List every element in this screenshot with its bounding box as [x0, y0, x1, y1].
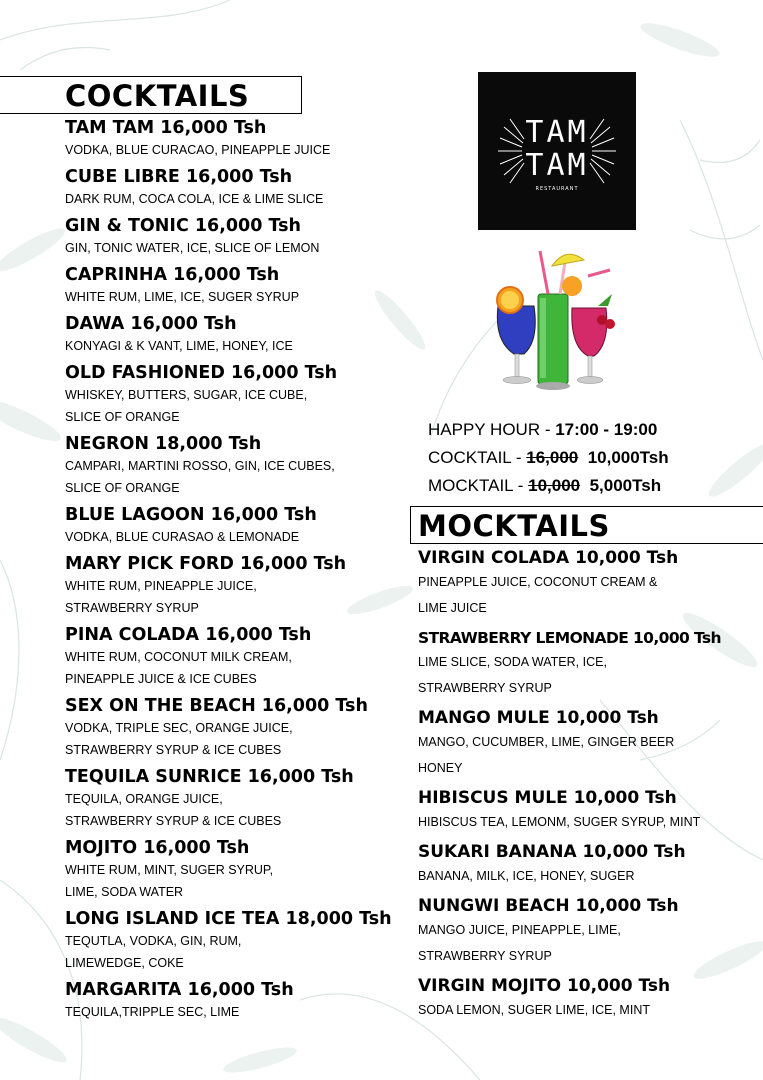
- mocktail-old-price: 10,000: [528, 476, 581, 495]
- menu-item-ingredients: LIME, SODA WATER: [65, 885, 184, 899]
- cocktail-glasses-icon: [484, 246, 624, 396]
- menu-item-ingredients: LIME JUICE: [418, 601, 487, 615]
- menu-item-ingredients: WHITE RUM, PINEAPPLE JUICE,: [65, 579, 257, 593]
- menu-item: [65, 980, 405, 1023]
- menu-item-name: STRAWBERRY LEMONADE 10,000 Tsh: [418, 629, 721, 647]
- menu-item-name: OLD FASHIONED 16,000 Tsh: [65, 363, 338, 383]
- menu-item: [418, 628, 758, 701]
- happy-hour-block: [428, 416, 758, 500]
- happy-hour-time: 17:00 - 19:00: [555, 420, 658, 439]
- menu-item: [418, 788, 758, 835]
- menu-item-name: VIRGIN MOJITO 10,000 Tsh: [418, 976, 671, 996]
- cocktails-title: COCKTAILS: [65, 79, 250, 113]
- cocktail-list: [65, 118, 405, 1029]
- menu-item-name: GIN & TONIC 16,000 Tsh: [65, 216, 301, 236]
- menu-item-ingredients: SODA LEMON, SUGER LIME, ICE, MINT: [418, 1003, 650, 1017]
- menu-item-ingredients: DARK RUM, COCA COLA, ICE & LIME SLICE: [65, 192, 324, 206]
- menu-item-ingredients: VODKA, BLUE CURACAO, PINEAPPLE JUICE: [65, 143, 331, 157]
- cocktail-old-price: 16,000: [526, 448, 579, 467]
- menu-item: [418, 842, 758, 889]
- menu-item: [418, 708, 758, 781]
- happy-hour-line: [428, 416, 758, 444]
- menu-item-ingredients: BANANA, MILK, ICE, HONEY, SUGER: [418, 869, 635, 883]
- logo-subtitle: RESTAURANT: [535, 186, 579, 192]
- menu-item-ingredients: TEQUILA, ORANGE JUICE,: [65, 792, 223, 806]
- menu-item: [418, 896, 758, 969]
- menu-item: [418, 548, 758, 621]
- menu-item-name: CUBE LIBRE 16,000 Tsh: [65, 167, 293, 187]
- tam-tam-logo: [478, 72, 636, 230]
- menu-item-ingredients: STRAWBERRY SYRUP: [418, 949, 552, 963]
- menu-item-ingredients: STRAWBERRY SYRUP: [418, 681, 552, 695]
- menu-item-name: SUKARI BANANA 10,000 Tsh: [418, 842, 686, 862]
- menu-item-ingredients: STRAWBERRY SYRUP & ICE CUBES: [65, 814, 282, 828]
- menu-item-name: PINA COLADA 16,000 Tsh: [65, 625, 312, 645]
- menu-item-ingredients: SLICE OF ORANGE: [65, 410, 180, 424]
- menu-item: [65, 554, 405, 619]
- menu-item-ingredients: CAMPARI, MARTINI ROSSO, GIN, ICE CUBES,: [65, 459, 335, 473]
- menu-item-name: TEQUILA SUNRICE 16,000 Tsh: [65, 767, 354, 787]
- menu-item-ingredients: TEQUTLA, VODKA, GIN, RUM,: [65, 934, 242, 948]
- menu-item: [65, 363, 405, 428]
- cocktail-promo-line: [428, 444, 758, 472]
- cocktails-header: [0, 76, 302, 114]
- menu-item-name: NEGRON 18,000 Tsh: [65, 434, 262, 454]
- logo-line-2: TAM: [525, 148, 589, 183]
- menu-item: [65, 265, 405, 308]
- menu-item: [65, 505, 405, 548]
- menu-item: [65, 767, 405, 832]
- menu-item: [65, 696, 405, 761]
- mocktails-header: [410, 506, 763, 544]
- menu-item: [65, 167, 405, 210]
- cocktail-promo-label: COCKTAIL -: [428, 448, 527, 467]
- menu-item: [65, 118, 405, 161]
- menu-item-name: TAM TAM 16,000 Tsh: [65, 118, 267, 138]
- menu-item-name: HIBISCUS MULE 10,000 Tsh: [418, 788, 677, 808]
- mocktails-title: MOCKTAILS: [418, 509, 610, 543]
- menu-item-ingredients: WHISKEY, BUTTERS, SUGAR, ICE CUBE,: [65, 388, 308, 402]
- menu-item-name: LONG ISLAND ICE TEA 18,000 Tsh: [65, 909, 392, 929]
- menu-item-name: DAWA 16,000 Tsh: [65, 314, 237, 334]
- menu-item-name: MARY PICK FORD 16,000 Tsh: [65, 554, 347, 574]
- mocktail-promo-label: MOCKTAIL -: [428, 476, 529, 495]
- menu-item: [418, 976, 758, 1023]
- menu-item-ingredients: GIN, TONIC WATER, ICE, SLICE OF LEMON: [65, 241, 320, 255]
- menu-item: [65, 216, 405, 259]
- menu-item-name: NUNGWI BEACH 10,000 Tsh: [418, 896, 679, 916]
- menu-item-ingredients: VODKA, BLUE CURASAO & LEMONADE: [65, 530, 300, 544]
- menu-item-name: MANGO MULE 10,000 Tsh: [418, 708, 659, 728]
- happy-hour-label: HAPPY HOUR -: [428, 420, 556, 439]
- menu-item-ingredients: VODKA, TRIPLE SEC, ORANGE JUICE,: [65, 721, 293, 735]
- menu-item-ingredients: PINEAPPLE JUICE, COCONUT CREAM &: [418, 575, 658, 589]
- logo-line-1: TAM: [525, 115, 589, 150]
- menu-item-name: MARGARITA 16,000 Tsh: [65, 980, 294, 1000]
- menu-item-ingredients: WHITE RUM, LIME, ICE, SUGER SYRUP: [65, 290, 300, 304]
- menu-item: [65, 909, 405, 974]
- menu-item-ingredients: MANGO JUICE, PINEAPPLE, LIME,: [418, 923, 621, 937]
- menu-item: [65, 838, 405, 903]
- menu-item-ingredients: HIBISCUS TEA, LEMONM, SUGER SYRUP, MINT: [418, 815, 701, 829]
- menu-item-name: BLUE LAGOON 16,000 Tsh: [65, 505, 317, 525]
- mocktail-new-price: 5,000Tsh: [589, 476, 662, 495]
- menu-item: [65, 314, 405, 357]
- menu-item-ingredients: TEQUILA,TRIPPLE SEC, LIME: [65, 1005, 240, 1019]
- menu-item-ingredients: STRAWBERRY SYRUP: [65, 601, 199, 615]
- menu-item-ingredients: WHITE RUM, MINT, SUGER SYRUP,: [65, 863, 274, 877]
- menu-item-name: CAPRINHA 16,000 Tsh: [65, 265, 280, 285]
- cocktail-new-price: 10,000Tsh: [587, 448, 669, 467]
- menu-item-ingredients: HONEY: [418, 761, 463, 775]
- menu-item-ingredients: PINEAPPLE JUICE & ICE CUBES: [65, 672, 257, 686]
- mocktail-list: [418, 548, 758, 1030]
- menu-item-name: VIRGIN COLADA 10,000 Tsh: [418, 548, 679, 568]
- menu-item-ingredients: MANGO, CUCUMBER, LIME, GINGER BEER: [418, 735, 675, 749]
- menu-item-ingredients: LIME SLICE, SODA WATER, ICE,: [418, 655, 607, 669]
- menu-item-name: SEX ON THE BEACH 16,000 Tsh: [65, 696, 368, 716]
- menu-item-ingredients: STRAWBERRY SYRUP & ICE CUBES: [65, 743, 282, 757]
- menu-item-ingredients: LIMEWEDGE, COKE: [65, 956, 184, 970]
- menu-item: [65, 434, 405, 499]
- menu-item-ingredients: KONYAGI & K VANT, LIME, HONEY, ICE: [65, 339, 293, 353]
- menu-item-ingredients: SLICE OF ORANGE: [65, 481, 180, 495]
- mocktail-promo-line: [428, 472, 758, 500]
- menu-item-name: MOJITO 16,000 Tsh: [65, 838, 250, 858]
- menu-item: [65, 625, 405, 690]
- menu-item-ingredients: WHITE RUM, COCONUT MILK CREAM,: [65, 650, 292, 664]
